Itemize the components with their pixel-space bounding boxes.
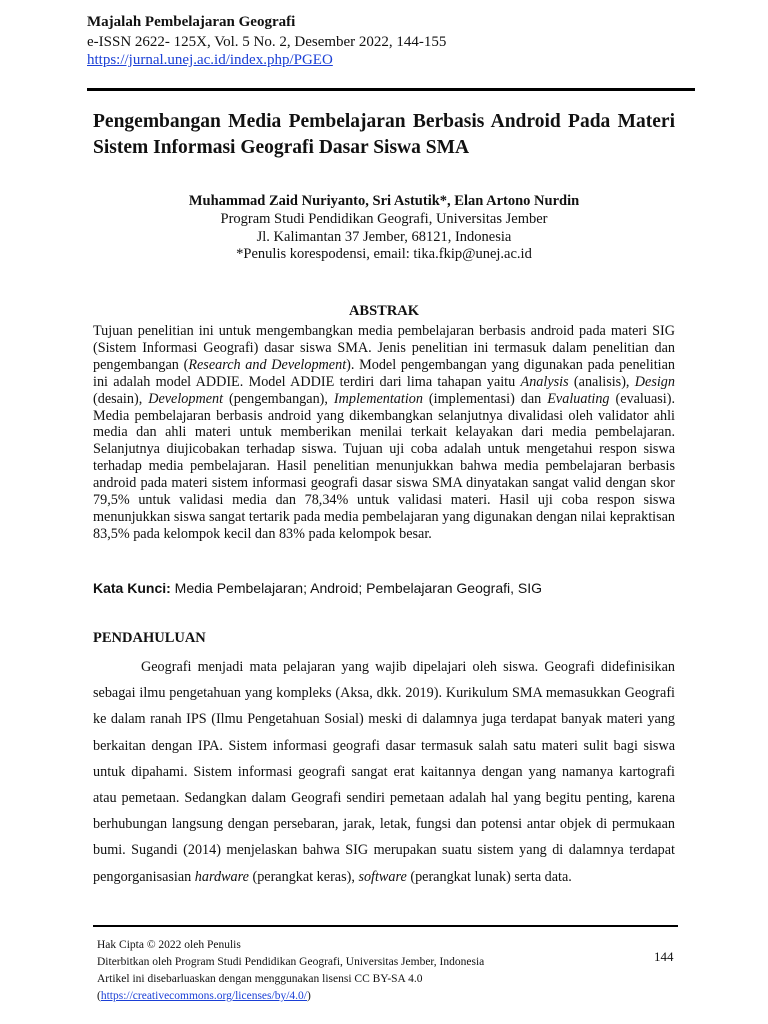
- keywords-value: Media Pembelajaran; Android; Pembelajaran Geografi, SIG: [170, 580, 543, 596]
- abstract-heading: ABSTRAK: [348, 303, 420, 319]
- affiliation-line-2: Jl. Kalimantan 37 Jember, 68121, Indonesia: [256, 229, 512, 245]
- affiliation-line-1: Program Studi Pendidikan Geografi, Universitas Jember: [220, 211, 548, 227]
- issn-volume-line: e-ISSN 2622- 125X, Vol. 5 No. 2, Desember 2022, 144-155: [87, 34, 447, 50]
- footer-license-url-line: (https://creativecommons.org/licenses/by/4.0/): [97, 990, 311, 1002]
- footer-copyright: Hak Cipta © 2022 oleh Penulis: [97, 939, 241, 951]
- page-number: 144: [654, 949, 674, 964]
- correspondence-line: *Penulis korespodensi, email: tika.fkip@unej.ac.id: [236, 246, 532, 262]
- section-heading-introduction: PENDAHULUAN: [93, 630, 206, 646]
- keywords: [93, 580, 675, 596]
- journal-name: Majalah Pembelajaran Geografi: [87, 14, 296, 30]
- footer-divider: [93, 925, 678, 927]
- footer-publisher: Diterbitkan oleh Program Studi Pendidikan Geografi, Universitas Jember, Indonesia: [97, 956, 485, 968]
- footer-license: Artikel ini disebarluaskan dengan menggunakan lisensi CC BY-SA 4.0: [97, 973, 423, 985]
- authors: Muhammad Zaid Nuriyanto, Sri Astutik*, Elan Artono Nurdin: [188, 193, 580, 209]
- introduction-paragraph: Geografi menjadi mata pelajaran yang wajib dipelajari oleh siswa. Geografi didefinisikan sebagai ilmu pengetahuan yang kompleks (Aksa, dkk. 2019). Kurikulum SMA memasukkan Geografi ke dalam ranah IPS (Ilmu Pengetahuan Sosial) meski di dalamnya juga terdapat banyak materi yang berkaitan dengan IPA. Sistem informasi geografi dasar termasuk salah satu materi sulit bagi siswa untuk dipahami. Sistem informasi geografi sangat erat kaitannya dengan yang namanya kartografi atau pemetaan. Sedangkan dalam Geografi sendiri pemetaan adalah hal yang begitu penting, karena berhubungan langsung dengan persebaran, jarak, letak, fungsi dan potensi antar objek di permukaan bumi. Sugandi (2014) menjelaskan bahwa SIG merupakan suatu sistem yang di dalamnya terdapat pengorganisasian hardware (perangkat keras), software (perangkat lunak) serta data.: [93, 659, 675, 885]
- paper-title: Pengembangan Media Pembelajaran Berbasis Android Pada Materi Sistem Informasi Geografi Dasar Siswa SMA: [93, 111, 675, 158]
- license-url-link[interactable]: https://creativecommons.org/licenses/by/4.0/: [100, 990, 307, 1002]
- abstract-body: Tujuan penelitian ini untuk mengembangkan media pembelajaran berbasis android pada materi SIG (Sistem Informasi Geografi) dasar siswa SMA. Jenis penelitian ini termasuk dalam penelitian dan pengembangan (Research and Development). Model pengembangan yang digunakan pada penelitian ini adalah model ADDIE. Model ADDIE terdiri dari lima tahapan yaitu Analysis (analisis), Design (desain), Development (pengembangan), Implementation (implementasi) dan Evaluating (evaluasi). Media pembelajaran berbasis android yang dikembangkan selanjutnya divalidasi oleh validator ahli media dan ahli materi untuk memberikan menilai terkait kelayakan dari media pembelajaran. Selanjutnya diujicobakan terhadap siswa. Tujuan uji coba adalah untuk mengetahui respon siswa terhadap media pembelajaran. Hasil penelitian menunjukkan bahwa media pembelajaran berbasis android pada materi sistem informasi geografi dasar siswa SMA dinyatakan sangat valid dengan skor 79,5% untuk validasi media dan 78,34% untuk validasi materi. Hasil uji coba respon siswa menunjukkan siswa sangat tertarik pada media pembelajaran yang digunakan dengan nilai kepraktisan 83,5% pada kelompok kecil dan 83% pada kelompok besar.: [93, 323, 676, 542]
- header-divider: [87, 88, 695, 91]
- journal-url-link[interactable]: https://jurnal.unej.ac.id/index.php/PGEO: [87, 52, 333, 68]
- keywords-label: Kata Kunci:: [93, 580, 171, 596]
